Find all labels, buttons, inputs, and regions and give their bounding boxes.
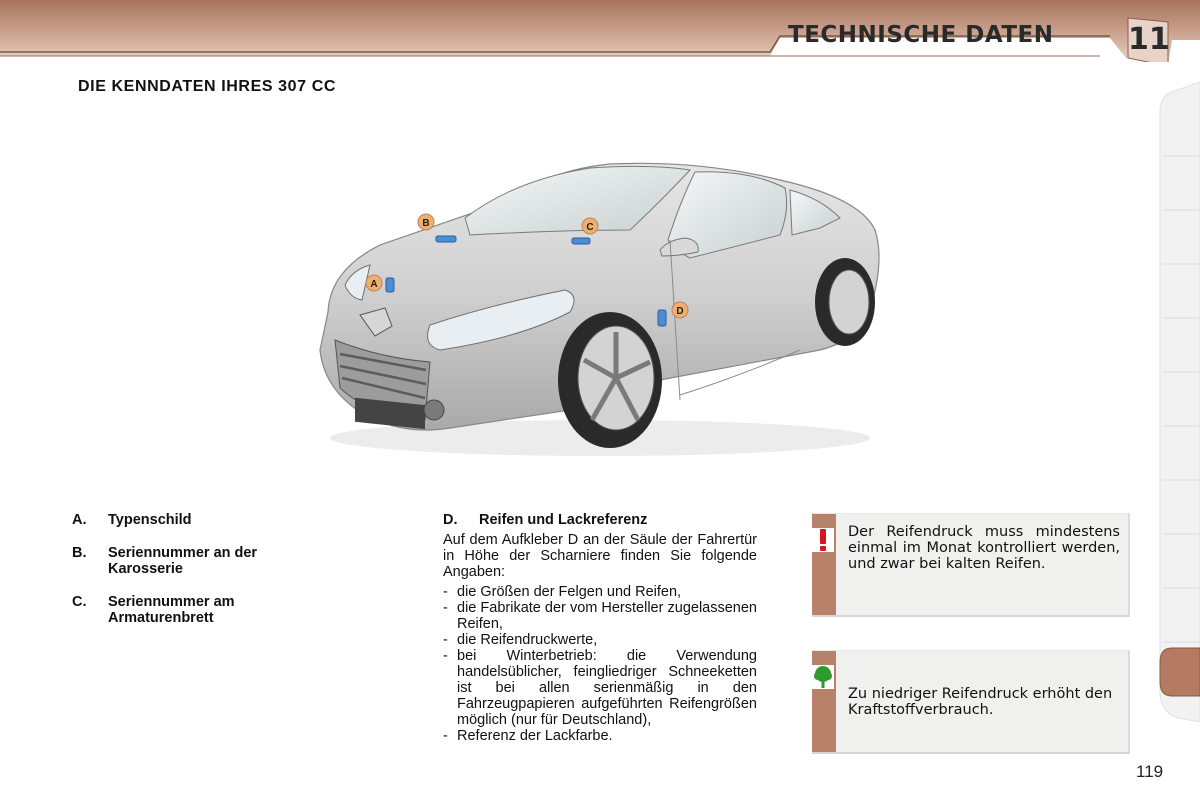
section-d-list [443,584,757,744]
legend-list [72,512,392,643]
list-item: - die Größen der Felgen und Reifen, [443,584,682,600]
eco-note [812,650,1130,754]
marker-c-label: C [586,222,594,233]
list-item-text: die Fabrikate der vom Hersteller zugelassenen Reifen, [457,600,757,632]
list-item-text: die Reifendruckwerte, [457,632,598,648]
legend-text: Seriennummer am Armaturenbrett [108,594,235,626]
section-d-intro: Auf dem Aufkleber D an der Säule der Fahrertür in Höhe der Scharniere finden Sie folgende Angaben: [443,532,757,580]
marker-d-label: D [676,306,684,317]
car-illustration [300,140,900,470]
marker-a-label: A [370,279,378,290]
eco-note-text: Zu niedriger Reifendruck erhöht den Kraftstoffverbrauch. [848,686,1113,718]
section-d-title: Reifen und Lackreferenz [479,512,648,528]
exclamation-icon [812,526,836,554]
section-d-heading [443,512,757,528]
chapter-tab-strip [1158,82,1200,722]
chapter-title: TECHNISCHE DATEN [788,22,1054,48]
legend-letter: A. [72,512,87,528]
warning-note-text: Der Reifendruck muss mindestens einmal im Monat kontrolliert werden, und zwar bei kalten Reifen. [848,524,1120,572]
list-item: - die Fabrikate der vom Hersteller zugelassenen Reifen, [443,600,757,632]
marker-b-label: B [422,218,430,229]
list-item: - Referenz der Lackfarbe. [443,728,613,744]
page-number: 119 [1136,762,1164,781]
section-title: DIE KENNDATEN IHRES 307 CC [78,78,337,95]
legend-letter: C. [72,594,87,610]
list-item-text: Referenz der Lackfarbe. [457,728,613,744]
list-item: - die Reifendruckwerte, [443,632,598,648]
list-item-text: die Größen der Felgen und Reifen, [457,584,682,600]
legend-text: Seriennummer an der Karosserie [108,545,258,577]
legend-item-a [72,512,392,528]
legend-item-b [72,545,392,577]
warning-note [812,513,1130,617]
legend-letter: B. [72,545,87,561]
tree-icon [812,663,836,691]
list-item: - bei Winterbetrieb: die Verwendung handelsüblicher, feingliedriger Schneeketten ist bei allen serienmäßig in den Fahrzeugpapieren aufgeführten Reifengrößen möglich (nur für Deutschland), [443,648,757,728]
list-item-text: bei Winterbetrieb: die Verwendung handelsüblicher, feingliedriger Schneeketten ist bei allen serienmäßig in den Fahrzeugpapieren aufgeführten Reifengrößen möglich (nur für Deutschland), [457,648,757,728]
section-d [443,512,757,744]
legend-item-c [72,594,392,626]
section-d-letter: D. [443,512,458,528]
legend-text: Typenschild [108,512,192,528]
chapter-number: 11 [1128,22,1170,57]
active-chapter-tab [1160,648,1200,696]
